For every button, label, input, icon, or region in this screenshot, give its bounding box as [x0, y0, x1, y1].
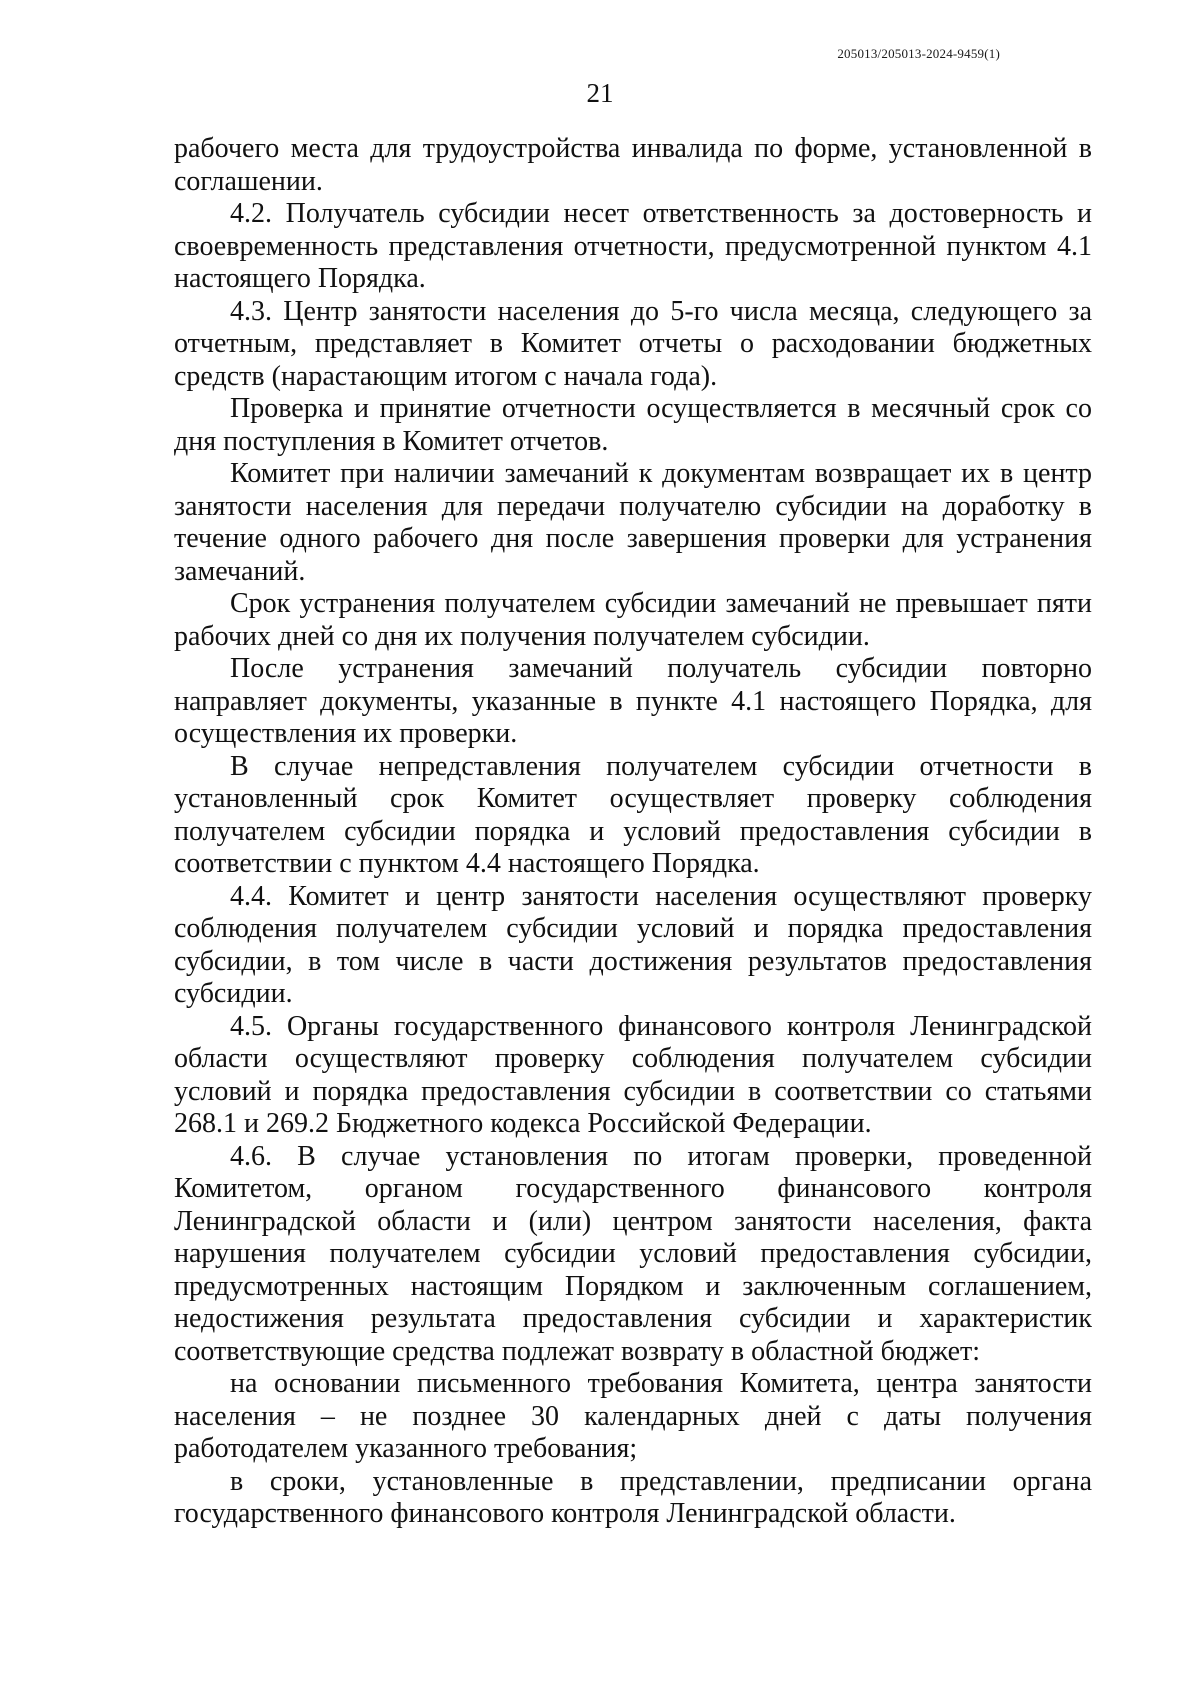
paragraph-remarks-deadline: Срок устранения получателем субсидии замечаний не превышает пяти рабочих дней со дня их получения получателем субсидии.: [174, 588, 1092, 652]
paragraph-non-submission: В случае непредставления получателем субсидии отчетности в установленный срок Комитет осуществляет проверку соблюдения получателем субсидии порядка и условий предоставления субсидии в соответствии с пунктом 4.4 настоящего Порядка.: [174, 750, 1092, 879]
paragraph-control-order: в сроки, установленные в представлении, предписании органа государственного финансового контроля Ленинградской области.: [174, 1465, 1092, 1529]
paragraph-written-demand: на основании письменного требования Комитета, центра занятости населения – не позднее 30 календарных дней с даты получения работодателем указанного требования;: [174, 1368, 1092, 1464]
document-body: [174, 133, 1092, 1531]
paragraph-4-4: 4.4. Комитет и центр занятости населения осуществляют проверку соблюдения получателем субсидии условий и порядка предоставления субсидии, в том числе в части достижения результатов предоставления субсидии.: [174, 880, 1092, 1009]
paragraph-review-term: Проверка и принятие отчетности осуществляется в месячный срок со дня поступления в Комитет отчетов.: [174, 393, 1092, 457]
paragraph-continuation: рабочего места для трудоустройства инвалида по форме, установленной в соглашении.: [174, 133, 1092, 197]
page-number: 21: [586, 78, 614, 108]
paragraph-resubmission: После устранения замечаний получатель субсидии повторно направляет документы, указанные в пункте 4.1 настоящего Порядка, для осуществления их проверки.: [174, 653, 1092, 749]
document-registration-number: 205013/205013-2024-9459(1): [837, 46, 1000, 61]
paragraph-remarks-return: Комитет при наличии замечаний к документам возвращает их в центр занятости населения для передачи получателю субсидии на доработку в течение одного рабочего дня после завершения проверки для устранения замечаний.: [174, 458, 1092, 587]
paragraph-4-6: 4.6. В случае установления по итогам проверки, проведенной Комитетом, органом государственного финансового контроля Ленинградской области и (или) центром занятости населения, факта нарушения получателем субсидии условий предоставления субсидии, предусмотренных настоящим Порядком и заключенным соглашением, недостижения результата предоставления субсидии и характеристик соответствующие средства подлежат возврату в областной бюджет:: [174, 1140, 1092, 1367]
paragraph-4-2: 4.2. Получатель субсидии несет ответственность за достоверность и своевременность представления отчетности, предусмотренной пунктом 4.1 настоящего Порядка.: [174, 198, 1092, 294]
paragraph-4-3: 4.3. Центр занятости населения до 5-го числа месяца, следующего за отчетным, представляет в Комитет отчеты о расходовании бюджетных средств (нарастающим итогом с начала года).: [174, 295, 1092, 392]
paragraph-4-5: 4.5. Органы государственного финансового контроля Ленинградской области осуществляют проверку соблюдения получателем субсидии условий и порядка предоставления субсидии в соответствии со статьями 268.1 и 269.2 Бюджетного кодекса Российской Федерации.: [174, 1010, 1092, 1139]
